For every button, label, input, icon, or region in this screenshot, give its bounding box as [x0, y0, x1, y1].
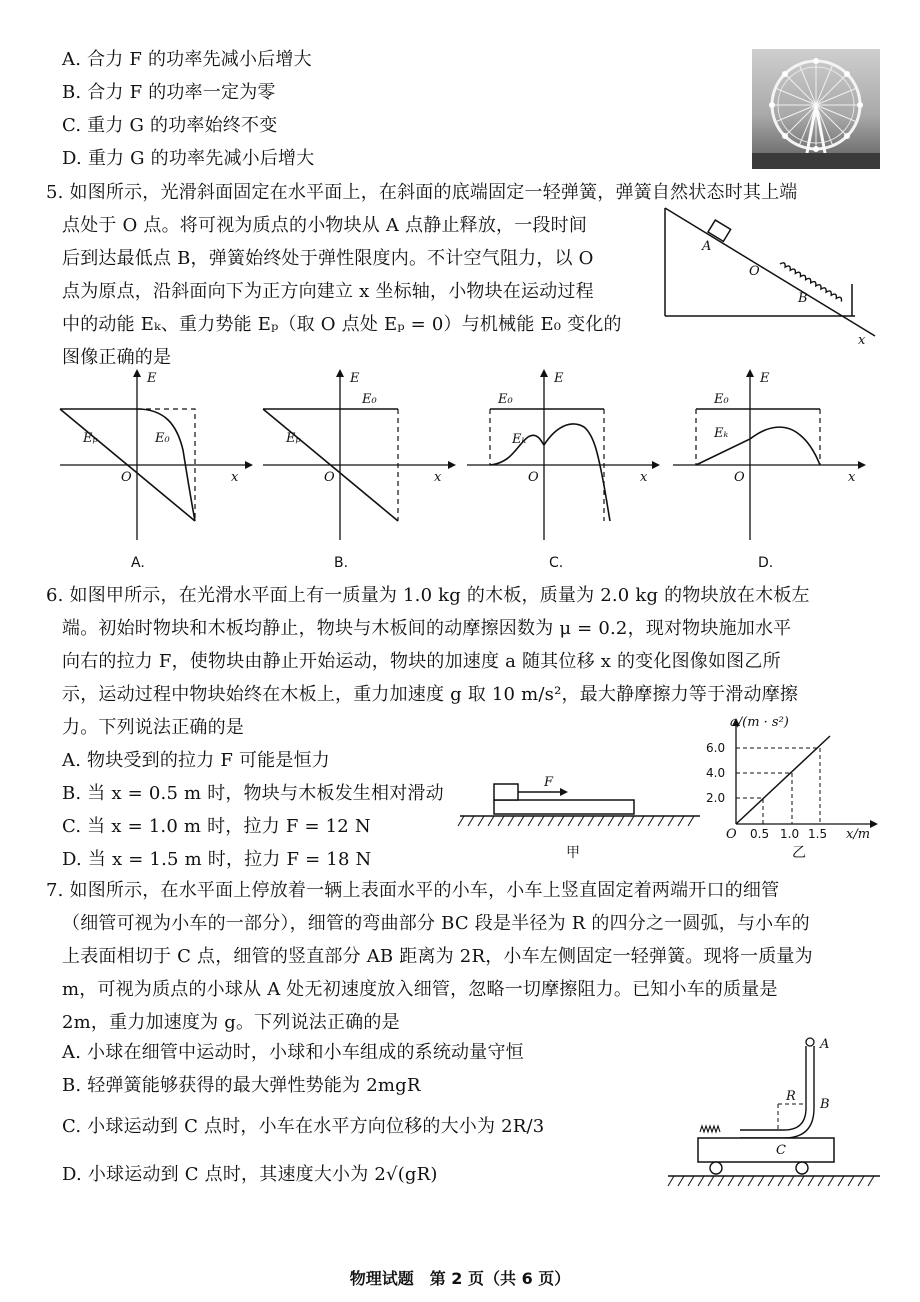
- axis-x-label: x/m: [846, 827, 871, 842]
- graph-b-x: x: [434, 470, 442, 485]
- board-block-figure: [456, 770, 706, 830]
- energy-graph-a: [55, 365, 255, 543]
- graph-c-caption: C.: [549, 555, 564, 571]
- cart-label-c: C: [776, 1143, 786, 1158]
- q6-line-3: 向右的拉力 F，使物块由静止开始运动，物块的加速度 a 随其位移 x 的变化图像如图乙所: [62, 651, 781, 672]
- q6-option-c: C. 当 x = 1.0 m 时，拉力 F = 12 N: [62, 816, 371, 837]
- graph-c-x: x: [640, 470, 648, 485]
- ferris-wheel-photo: [752, 49, 880, 169]
- graph-b-origin: O: [324, 470, 335, 485]
- graph-b-e0: E₀: [362, 392, 377, 407]
- graph-a-e0: E₀: [155, 431, 170, 446]
- incline-label-x: x: [858, 333, 866, 346]
- y-tick-4: 4.0: [706, 766, 726, 780]
- q4-option-a: A. 合力 F 的功率先减小后增大: [62, 49, 312, 70]
- energy-graph-b: [258, 365, 458, 543]
- cart-label-r: R: [786, 1089, 796, 1104]
- fig-yi-caption: 乙: [792, 845, 806, 861]
- x-tick-15: 1.5: [808, 827, 828, 841]
- graph-c-e: E: [554, 371, 564, 386]
- q4-option-d: D. 重力 G 的功率先减小后增大: [62, 148, 315, 169]
- energy-graph-d: [668, 365, 868, 543]
- q5-line-2: 点处于 O 点。将可视为质点的小物块从 A 点静止释放，一段时间: [62, 215, 588, 236]
- q7-option-b: B. 轻弹簧能够获得的最大弹性势能为 2mgR: [62, 1075, 421, 1096]
- q6-option-a: A. 物块受到的拉力 F 可能是恒力: [62, 750, 330, 771]
- graph-b-caption: B.: [334, 555, 349, 571]
- q5-line-4: 点为原点，沿斜面向下为正方向建立 x 坐标轴，小物块在运动过程: [62, 281, 594, 302]
- graph-a-ep: Eₚ: [83, 431, 98, 446]
- incline-label-a: A: [702, 239, 712, 254]
- incline-label-o: O: [749, 264, 760, 279]
- q4-option-b: B. 合力 F 的功率一定为零: [62, 82, 276, 103]
- y-tick-2: 2.0: [706, 791, 726, 805]
- graph-a-e: E: [147, 371, 157, 386]
- q6-line-5: 力。下列说法正确的是: [62, 717, 244, 738]
- graph-d-ek: Eₖ: [714, 426, 729, 441]
- q5-line-3: 后到达最低点 B，弹簧始终处于弹性限度内。不计空气阻力，以 O: [62, 248, 594, 269]
- graph-a-origin: O: [121, 470, 132, 485]
- q5-line-5: 中的动能 Eₖ、重力势能 Eₚ（取 O 点处 Eₚ = 0）与机械能 E₀ 变化的: [62, 314, 622, 335]
- cart-label-b: B: [820, 1097, 830, 1112]
- axis-y-label: a/(m · s²): [730, 715, 789, 730]
- incline-label-b: B: [798, 291, 808, 306]
- graph-d-origin: O: [734, 470, 745, 485]
- graph-b-e: E: [350, 371, 360, 386]
- graph-c-origin: O: [528, 470, 539, 485]
- q6-option-d: D. 当 x = 1.5 m 时，拉力 F = 18 N: [62, 849, 372, 870]
- q4-option-c: C. 重力 G 的功率始终不变: [62, 115, 278, 136]
- y-tick-6: 6.0: [706, 741, 726, 755]
- q7-option-a: A. 小球在细管中运动时，小球和小车组成的系统动量守恒: [62, 1042, 524, 1063]
- graph-c-e0: E₀: [498, 392, 513, 407]
- q6-line-4: 示，运动过程中物块始终在木板上，重力加速度 g 取 10 m/s²，最大静摩擦力等于滑动摩擦: [62, 684, 799, 705]
- q7-line-2: （细管可视为小车的一部分），细管的弯曲部分 BC 段是半径为 R 的四分之一圆弧，与小车的: [62, 913, 810, 934]
- x-tick-05: 0.5: [750, 827, 770, 841]
- q7-line-3: 上表面相切于 C 点，细管的竖直部分 AB 距离为 2R，小车左侧固定一轻弹簧。现将一质量为: [62, 946, 813, 967]
- fig-jia-caption: 甲: [566, 845, 580, 861]
- q7-option-d: D. 小球运动到 C 点时，其速度大小为 2√(gR): [62, 1164, 438, 1185]
- q7-line-4: m，可视为质点的小球从 A 处无初速度放入细管，忽略一切摩擦阻力。已知小车的质量是: [62, 979, 778, 1000]
- energy-graph-c: [462, 365, 662, 543]
- graph-d-e: E: [760, 371, 770, 386]
- q7-line-1: 7. 如图所示，在水平面上停放着一辆上表面水平的小车，小车上竖直固定着两端开口的细管: [46, 880, 780, 901]
- q5-line-1: 5. 如图所示，光滑斜面固定在水平面上，在斜面的底端固定一轻弹簧，弹簧自然状态时其上端: [46, 182, 798, 203]
- graph-a-x: x: [231, 470, 239, 485]
- graph-b-ep: Eₚ: [286, 431, 301, 446]
- x-tick-10: 1.0: [780, 827, 800, 841]
- incline-figure: [660, 206, 882, 346]
- graph-origin-label: O: [726, 827, 737, 842]
- q5-line-6: 图像正确的是: [62, 347, 172, 368]
- graph-d-e0: E₀: [714, 392, 729, 407]
- graph-c-ek: Eₖ: [512, 432, 527, 447]
- cart-label-a: A: [820, 1037, 830, 1052]
- acceleration-graph: [700, 712, 886, 842]
- page-footer: 物理试题 第 2 页（共 6 页）: [349, 1269, 571, 1288]
- q7-line-5: 2m，重力加速度为 g。下列说法正确的是: [62, 1012, 400, 1033]
- q6-line-2: 端。初始时物块和木板均静止，物块与木板间的动摩擦因数为 μ = 0.2，现对物块施加水平: [62, 618, 792, 639]
- graph-a-caption: A.: [131, 555, 145, 571]
- graph-d-caption: D.: [758, 555, 774, 571]
- q7-option-c: C. 小球运动到 C 点时，小车在水平方向位移的大小为 2R/3: [62, 1116, 545, 1137]
- q6-option-b: B. 当 x = 0.5 m 时，物块与木板发生相对滑动: [62, 783, 444, 804]
- cart-tube-figure: [664, 1030, 886, 1190]
- force-label: F: [544, 775, 554, 790]
- q6-line-1: 6. 如图甲所示，在光滑水平面上有一质量为 1.0 kg 的木板，质量为 2.0 kg 的物块放在木板左: [46, 585, 810, 606]
- graph-d-x: x: [848, 470, 856, 485]
